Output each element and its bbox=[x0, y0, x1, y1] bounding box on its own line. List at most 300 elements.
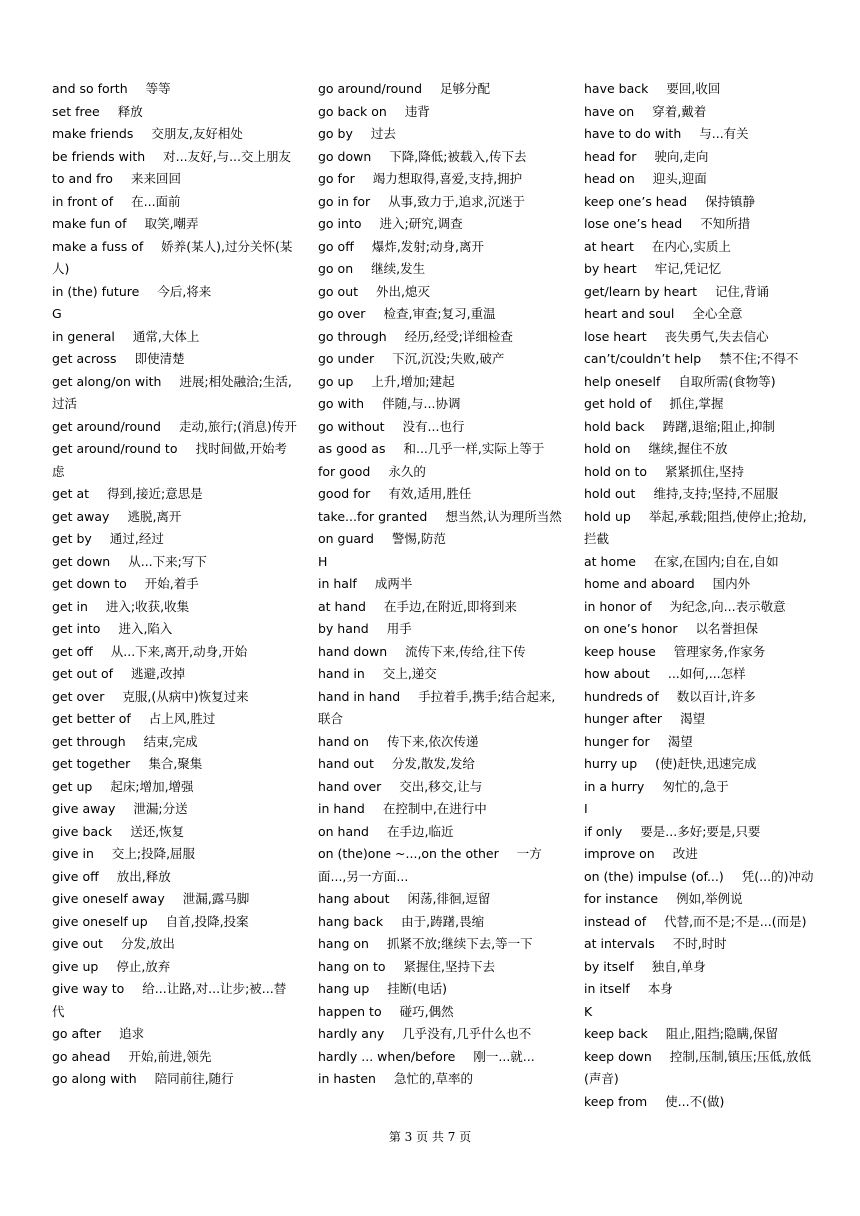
phrase-text: go over bbox=[318, 306, 366, 321]
phrase-meaning: 上升,增加;建起 bbox=[371, 373, 455, 389]
phrase-meaning: 通过,经过 bbox=[109, 531, 164, 546]
phrase-entry bbox=[52, 281, 297, 304]
phrase-text: get away bbox=[52, 508, 110, 524]
phrase-text: hardly any bbox=[318, 1026, 385, 1041]
phrase-meaning: 下沉,沉没;失败,破产 bbox=[392, 351, 505, 366]
phrase-meaning: 外出,熄灭 bbox=[376, 283, 431, 299]
phrase-meaning: 找时间做,开始考虑 bbox=[52, 441, 287, 479]
phrase-text: heart and soul bbox=[584, 306, 675, 321]
phrase-entry bbox=[584, 596, 814, 619]
phrase-meaning: 传下来,依次传递 bbox=[386, 733, 479, 749]
phrase-entry bbox=[52, 911, 297, 934]
phrase-meaning: 释放 bbox=[117, 103, 143, 119]
phrase-text: take...for granted bbox=[318, 508, 428, 524]
phrase-text: get across bbox=[52, 351, 117, 366]
phrase-meaning: 使...不(做) bbox=[665, 1093, 725, 1109]
phrase-meaning: 和...几乎一样,实际上等于 bbox=[403, 441, 545, 456]
phrase-entry bbox=[584, 776, 814, 799]
phrase-text: if only bbox=[584, 823, 623, 839]
phrase-entry bbox=[318, 1001, 563, 1024]
phrase-meaning: 娇养(某人),过分关怀(某人) bbox=[52, 238, 293, 276]
phrase-entry bbox=[584, 573, 814, 596]
phrase-meaning: 数以百计,许多 bbox=[676, 688, 756, 704]
phrase-text: how about bbox=[584, 666, 650, 681]
phrase-text: go in for bbox=[318, 193, 371, 209]
phrase-meaning: 自首,投降,投案 bbox=[165, 913, 249, 929]
phrase-entry bbox=[52, 618, 297, 641]
phrase-text: give back bbox=[52, 823, 113, 839]
phrase-text: hang up bbox=[318, 981, 370, 996]
phrase-meaning: 分发,散发,发给 bbox=[391, 756, 475, 771]
phrase-meaning: 在家,在国内;自在,自如 bbox=[653, 553, 779, 569]
phrase-entry bbox=[318, 213, 563, 236]
phrase-text: hold back bbox=[584, 418, 645, 434]
column-middle bbox=[318, 78, 563, 1091]
phrase-meaning: 保持镇静 bbox=[705, 193, 756, 209]
phrase-text: hold out bbox=[584, 486, 636, 501]
phrase-text: go after bbox=[52, 1026, 102, 1041]
phrase-entry bbox=[52, 168, 297, 191]
phrase-entry bbox=[52, 573, 297, 596]
phrase-text: give away bbox=[52, 801, 116, 816]
phrase-text: give off bbox=[52, 868, 99, 884]
phrase-entry bbox=[318, 978, 563, 1001]
phrase-entry bbox=[318, 1068, 563, 1091]
phrase-text: in a hurry bbox=[584, 778, 645, 794]
phrase-entry bbox=[318, 641, 563, 664]
phrase-text: good for bbox=[318, 486, 371, 501]
phrase-meaning: 伴随,与...协调 bbox=[382, 396, 461, 411]
phrase-text: go through bbox=[318, 328, 387, 344]
phrase-meaning: 来来回回 bbox=[130, 171, 181, 186]
phrase-meaning: 交上,递交 bbox=[382, 666, 437, 681]
phrase-entry bbox=[52, 866, 297, 889]
phrase-entry bbox=[52, 641, 297, 664]
phrase-text: for instance bbox=[584, 891, 659, 906]
phrase-text: get at bbox=[52, 486, 90, 501]
phrase-entry bbox=[584, 708, 814, 731]
phrase-text: go for bbox=[318, 171, 355, 186]
phrase-entry bbox=[318, 281, 563, 304]
phrase-entry bbox=[52, 483, 297, 506]
phrase-entry bbox=[52, 821, 297, 844]
phrase-entry bbox=[584, 551, 814, 574]
phrase-entry bbox=[584, 348, 814, 371]
phrase-meaning: 进入;收获,收集 bbox=[105, 598, 190, 614]
phrase-text: hunger after bbox=[584, 711, 663, 726]
phrase-meaning: 违背 bbox=[404, 103, 430, 119]
phrase-entry bbox=[584, 236, 814, 259]
phrase-meaning: 紧紧抓住,坚持 bbox=[665, 463, 745, 479]
phrase-entry bbox=[52, 416, 297, 439]
phrase-meaning: 挂断(电话) bbox=[387, 981, 448, 996]
phrase-text: keep from bbox=[584, 1093, 648, 1109]
phrase-meaning: 克服,(从病中)恢复过来 bbox=[122, 688, 249, 704]
phrase-meaning: 从...下来;写下 bbox=[128, 553, 207, 569]
phrase-text: go ahead bbox=[52, 1048, 111, 1064]
phrase-entry bbox=[318, 236, 563, 259]
phrase-meaning: 成两半 bbox=[374, 576, 413, 591]
phrase-entry bbox=[52, 506, 297, 529]
phrase-meaning: 进入,陷入 bbox=[118, 621, 173, 636]
phrase-text: go up bbox=[318, 373, 354, 389]
page-footer: 第 3 页 共 7 页 bbox=[388, 1130, 472, 1144]
phrase-entry bbox=[318, 348, 563, 371]
phrase-text: go down bbox=[318, 148, 372, 164]
phrase-meaning: 代替,而不是;不是...(而是) bbox=[664, 913, 807, 929]
phrase-entry bbox=[584, 821, 814, 844]
phrase-text: have back bbox=[584, 81, 649, 96]
phrase-meaning: 占上风,胜过 bbox=[148, 711, 216, 726]
phrase-meaning: (使)赶快,迅速完成 bbox=[655, 756, 757, 771]
phrase-entry bbox=[318, 933, 563, 956]
phrase-entry bbox=[584, 933, 814, 956]
phrase-text: hurry up bbox=[584, 756, 638, 771]
phrase-text: make fun of bbox=[52, 216, 127, 231]
phrase-meaning: 用手 bbox=[386, 621, 412, 636]
phrase-text: in hand bbox=[318, 801, 365, 816]
phrase-text: lose heart bbox=[584, 328, 647, 344]
phrase-meaning: 要是...多好;要是,只要 bbox=[640, 823, 761, 839]
phrase-meaning: 与...有关 bbox=[699, 126, 749, 141]
phrase-meaning: 从事,致力于,追求,沉迷于 bbox=[388, 193, 526, 209]
phrase-entry bbox=[52, 1023, 297, 1046]
phrase-meaning: 通常,大体上 bbox=[132, 328, 200, 344]
phrase-entry bbox=[52, 101, 297, 124]
phrase-entry bbox=[318, 191, 563, 214]
phrase-text: at home bbox=[584, 553, 636, 569]
phrase-text: go into bbox=[318, 216, 362, 231]
phrase-meaning: 从...下来,离开,动身,开始 bbox=[110, 643, 248, 659]
phrase-meaning: 集合,聚集 bbox=[148, 756, 203, 771]
phrase-meaning: 检查,审查;复习,重温 bbox=[383, 306, 496, 321]
phrase-meaning: 放出,释放 bbox=[116, 868, 171, 884]
phrase-text: at hand bbox=[318, 598, 366, 614]
phrase-entry bbox=[584, 1023, 814, 1046]
phrase-meaning: 进入;研究,调查 bbox=[379, 216, 463, 231]
phrase-entry bbox=[52, 213, 297, 236]
phrase-entry bbox=[318, 618, 563, 641]
phrase-meaning: 得到,接近;意思是 bbox=[107, 486, 203, 501]
phrase-meaning: 想当然,认为理所当然 bbox=[445, 508, 562, 524]
phrase-meaning: 即使清楚 bbox=[134, 351, 185, 366]
phrase-meaning: 阻止,阻挡;隐瞒,保留 bbox=[665, 1026, 778, 1041]
section-letter: G bbox=[52, 306, 62, 321]
phrase-entry bbox=[584, 663, 814, 686]
phrase-meaning: 警惕,防范 bbox=[391, 531, 446, 546]
phrase-entry bbox=[52, 956, 297, 979]
phrase-entry bbox=[584, 168, 814, 191]
phrase-meaning: 进展;相处融洽;生活,过活 bbox=[52, 373, 292, 411]
phrase-text: instead of bbox=[584, 913, 647, 929]
phrase-meaning: 踌躇,退缩;阻止,抑制 bbox=[662, 418, 775, 434]
phrase-entry bbox=[584, 641, 814, 664]
phrase-entry bbox=[318, 416, 563, 439]
phrase-entry bbox=[52, 146, 297, 169]
phrase-entry bbox=[52, 1068, 297, 1091]
phrase-meaning: 驶向,走向 bbox=[654, 148, 709, 164]
phrase-entry bbox=[584, 123, 814, 146]
phrase-entry bbox=[52, 933, 297, 956]
phrase-entry bbox=[584, 101, 814, 124]
phrase-entry bbox=[584, 506, 814, 551]
phrase-meaning: 没有...也行 bbox=[402, 418, 465, 434]
phrase-text: on (the)one ~...,on the other bbox=[318, 846, 499, 861]
phrase-entry bbox=[52, 798, 297, 821]
phrase-entry bbox=[318, 573, 563, 596]
phrase-meaning: 继续,握住不放 bbox=[648, 441, 728, 456]
phrase-text: in honor of bbox=[584, 598, 652, 614]
phrase-text: get/learn by heart bbox=[584, 283, 697, 299]
phrase-meaning: 停止,放弃 bbox=[116, 958, 171, 974]
phrase-meaning: 在手边,在附近,即将到来 bbox=[383, 598, 517, 614]
phrase-entry bbox=[318, 956, 563, 979]
phrase-entry bbox=[584, 78, 814, 101]
phrase-meaning: 交朋友,友好相处 bbox=[151, 126, 243, 141]
phrase-entry bbox=[584, 843, 814, 866]
phrase-entry bbox=[318, 753, 563, 776]
phrase-meaning: 走动,旅行;(消息)传开 bbox=[178, 418, 297, 434]
phrase-text: in half bbox=[318, 576, 357, 591]
phrase-text: as good as bbox=[318, 441, 386, 456]
phrase-text: hang on to bbox=[318, 958, 386, 974]
phrase-meaning: 手拉着手,携手;结合起来,联合 bbox=[318, 688, 556, 726]
phrase-meaning: 下降,降低;被载入,传下去 bbox=[389, 148, 527, 164]
phrase-entry bbox=[318, 101, 563, 124]
phrase-text: to and fro bbox=[52, 171, 113, 186]
phrase-meaning: 凭(...的)冲动 bbox=[741, 868, 814, 884]
phrase-entry bbox=[318, 798, 563, 821]
phrase-text: go by bbox=[318, 126, 353, 141]
phrase-entry bbox=[584, 753, 814, 776]
phrase-entry bbox=[52, 191, 297, 214]
phrase-entry bbox=[52, 753, 297, 776]
phrase-entry bbox=[318, 123, 563, 146]
phrase-entry bbox=[318, 438, 563, 461]
phrase-entry bbox=[584, 1046, 814, 1091]
section-letter: I bbox=[584, 801, 588, 816]
phrase-text: head for bbox=[584, 148, 637, 164]
phrase-text: give oneself up bbox=[52, 913, 148, 929]
phrase-meaning: 抓住,掌握 bbox=[669, 396, 724, 411]
phrase-meaning: 不时,时时 bbox=[672, 936, 727, 951]
phrase-text: hundreds of bbox=[584, 688, 659, 704]
phrase-entry bbox=[584, 146, 814, 169]
phrase-text: get down bbox=[52, 553, 111, 569]
phrase-entry bbox=[584, 978, 814, 1001]
phrase-meaning: 给...让路,对...让步;被...替代 bbox=[52, 981, 287, 1019]
phrase-text: hold on to bbox=[584, 463, 648, 479]
phrase-entry bbox=[52, 686, 297, 709]
phrase-text: go with bbox=[318, 396, 365, 411]
phrase-meaning: 记住,背诵 bbox=[715, 283, 769, 299]
phrase-entry bbox=[318, 371, 563, 394]
phrase-text: go without bbox=[318, 418, 385, 434]
phrase-meaning: 牢记,凭记忆 bbox=[654, 261, 722, 276]
phrase-text: give out bbox=[52, 936, 103, 951]
phrase-meaning: 永久的 bbox=[388, 463, 426, 479]
phrase-text: get along/on with bbox=[52, 373, 162, 389]
phrase-text: hang back bbox=[318, 913, 384, 929]
phrase-entry bbox=[584, 911, 814, 934]
phrase-meaning: 在...面前 bbox=[131, 193, 181, 209]
phrase-meaning: 穿着,戴着 bbox=[652, 103, 707, 119]
phrase-text: hold up bbox=[584, 508, 631, 524]
phrase-text: get down to bbox=[52, 576, 127, 591]
phrase-entry bbox=[52, 663, 297, 686]
phrase-meaning: 开始,前进,领先 bbox=[128, 1048, 212, 1064]
phrase-entry bbox=[318, 528, 563, 551]
phrase-entry bbox=[52, 326, 297, 349]
column-left bbox=[52, 78, 297, 1091]
phrase-meaning: 有效,适用,胜任 bbox=[388, 486, 472, 501]
phrase-text: and so forth bbox=[52, 81, 128, 96]
phrase-meaning: 流传下来,传给,往下传 bbox=[405, 643, 526, 659]
phrase-text: can’t/couldn’t help bbox=[584, 351, 702, 366]
phrase-meaning: 全心全意 bbox=[692, 306, 743, 321]
phrase-text: in general bbox=[52, 328, 115, 344]
phrase-text: go around/round bbox=[318, 81, 423, 96]
phrase-text: go on bbox=[318, 261, 354, 276]
phrase-meaning: 取笑,嘲弄 bbox=[144, 216, 199, 231]
phrase-meaning: 泄漏;分送 bbox=[133, 801, 188, 816]
phrase-text: give in bbox=[52, 846, 94, 861]
phrase-entry bbox=[584, 686, 814, 709]
phrase-text: keep house bbox=[584, 643, 656, 659]
phrase-entry bbox=[318, 168, 563, 191]
phrase-text: make friends bbox=[52, 126, 134, 141]
phrase-text: on hand bbox=[318, 823, 369, 839]
phrase-entry bbox=[318, 888, 563, 911]
phrase-text: keep one’s head bbox=[584, 193, 688, 209]
phrase-entry bbox=[52, 78, 297, 101]
phrase-meaning: 禁不住;不得不 bbox=[719, 351, 799, 366]
section-letter: H bbox=[318, 553, 328, 569]
phrase-text: lose one’s head bbox=[584, 216, 683, 231]
phrase-text: get through bbox=[52, 733, 126, 749]
phrase-meaning: 起床;增加,增强 bbox=[110, 778, 194, 794]
phrase-text: hand down bbox=[318, 643, 388, 659]
phrase-meaning: 爆炸,发射;动身,离开 bbox=[371, 238, 484, 254]
phrase-entry bbox=[584, 258, 814, 281]
phrase-entry bbox=[318, 686, 563, 731]
phrase-meaning: 一方面...,另一方面... bbox=[318, 846, 542, 884]
phrase-meaning: 刚一...就... bbox=[473, 1048, 535, 1064]
phrase-meaning: 对...友好,与...交上朋友 bbox=[163, 148, 291, 164]
phrase-entry bbox=[318, 731, 563, 754]
phrase-meaning: 独自,单身 bbox=[651, 958, 706, 974]
phrase-text: be friends with bbox=[52, 148, 146, 164]
phrase-entry bbox=[318, 596, 563, 619]
phrase-entry bbox=[318, 483, 563, 506]
phrase-meaning: 由于,踌躇,畏缩 bbox=[401, 913, 485, 929]
phrase-meaning: 闲荡,徘徊,逗留 bbox=[407, 891, 491, 906]
phrase-entry bbox=[584, 438, 814, 461]
phrase-text: on (the) impulse (of...) bbox=[584, 868, 724, 884]
phrase-meaning: 逃脱,离开 bbox=[127, 508, 182, 524]
phrase-entry bbox=[52, 888, 297, 911]
phrase-meaning: 在控制中,在进行中 bbox=[382, 801, 487, 816]
phrase-entry bbox=[318, 663, 563, 686]
phrase-text: by heart bbox=[584, 261, 637, 276]
phrase-entry bbox=[318, 911, 563, 934]
phrase-text: set free bbox=[52, 103, 100, 119]
phrase-meaning: 交出,移交,让与 bbox=[399, 778, 483, 794]
phrase-meaning: 分发,放出 bbox=[120, 936, 175, 951]
phrase-entry bbox=[584, 303, 814, 326]
phrase-meaning: 今后,将来 bbox=[157, 283, 212, 299]
phrase-entry bbox=[52, 348, 297, 371]
phrase-meaning: 不知所措 bbox=[700, 216, 751, 231]
phrase-entry bbox=[318, 303, 563, 326]
phrase-text: have on bbox=[584, 103, 635, 119]
phrase-text: get together bbox=[52, 756, 131, 771]
phrase-text: have to do with bbox=[584, 126, 682, 141]
phrase-text: in hasten bbox=[318, 1071, 376, 1086]
phrase-entry bbox=[318, 461, 563, 484]
phrase-text: hold on bbox=[584, 441, 631, 456]
phrase-meaning: 继续,发生 bbox=[371, 261, 426, 276]
phrase-entry bbox=[52, 528, 297, 551]
phrase-meaning: 以名誉担保 bbox=[695, 621, 759, 636]
phrase-text: go along with bbox=[52, 1071, 137, 1086]
phrase-text: hand in hand bbox=[318, 688, 401, 704]
phrase-text: get around/round bbox=[52, 418, 161, 434]
phrase-text: go back on bbox=[318, 103, 387, 119]
phrase-text: get into bbox=[52, 621, 101, 636]
phrase-text: in itself bbox=[584, 981, 630, 996]
phrase-meaning: 在手边,临近 bbox=[386, 823, 454, 839]
phrase-meaning: 改进 bbox=[672, 846, 698, 861]
phrase-text: hand on bbox=[318, 733, 369, 749]
phrase-entry bbox=[52, 708, 297, 731]
phrase-text: give oneself away bbox=[52, 891, 165, 906]
phrase-entry bbox=[584, 191, 814, 214]
phrase-text: give way to bbox=[52, 981, 125, 996]
phrase-text: get off bbox=[52, 643, 93, 659]
phrase-entry bbox=[52, 1046, 297, 1069]
phrase-entry bbox=[584, 371, 814, 394]
phrase-entry bbox=[584, 888, 814, 911]
phrase-entry bbox=[318, 776, 563, 799]
phrase-text: get up bbox=[52, 778, 93, 794]
phrase-meaning: 经历,经受;详细检查 bbox=[404, 328, 513, 344]
phrase-text: get hold of bbox=[584, 396, 652, 411]
phrase-entry bbox=[318, 393, 563, 416]
phrase-meaning: 陪同前往,随行 bbox=[154, 1071, 234, 1086]
phrase-meaning: 为纪念,向...表示敬意 bbox=[669, 598, 786, 614]
phrase-text: go out bbox=[318, 283, 359, 299]
phrase-text: in front of bbox=[52, 193, 114, 209]
phrase-meaning: 抓紧不放;继续下去,等一下 bbox=[386, 936, 533, 951]
phrase-meaning: 本身 bbox=[647, 981, 673, 996]
phrase-entry bbox=[318, 326, 563, 349]
phrase-meaning: 管理家务,作家务 bbox=[673, 643, 766, 659]
phrase-entry bbox=[584, 866, 814, 889]
phrase-entry bbox=[584, 393, 814, 416]
phrase-text: head on bbox=[584, 171, 635, 186]
phrase-entry bbox=[52, 371, 297, 416]
phrase-text: keep down bbox=[584, 1048, 652, 1064]
phrase-meaning: 例如,举例说 bbox=[676, 891, 743, 906]
phrase-text: at heart bbox=[584, 238, 634, 254]
phrase-text: on guard bbox=[318, 531, 374, 546]
phrase-entry bbox=[584, 618, 814, 641]
phrase-entry bbox=[318, 843, 563, 888]
phrase-entry bbox=[318, 506, 563, 529]
phrase-meaning: 匆忙的,急于 bbox=[662, 778, 729, 794]
phrase-entry bbox=[52, 596, 297, 619]
